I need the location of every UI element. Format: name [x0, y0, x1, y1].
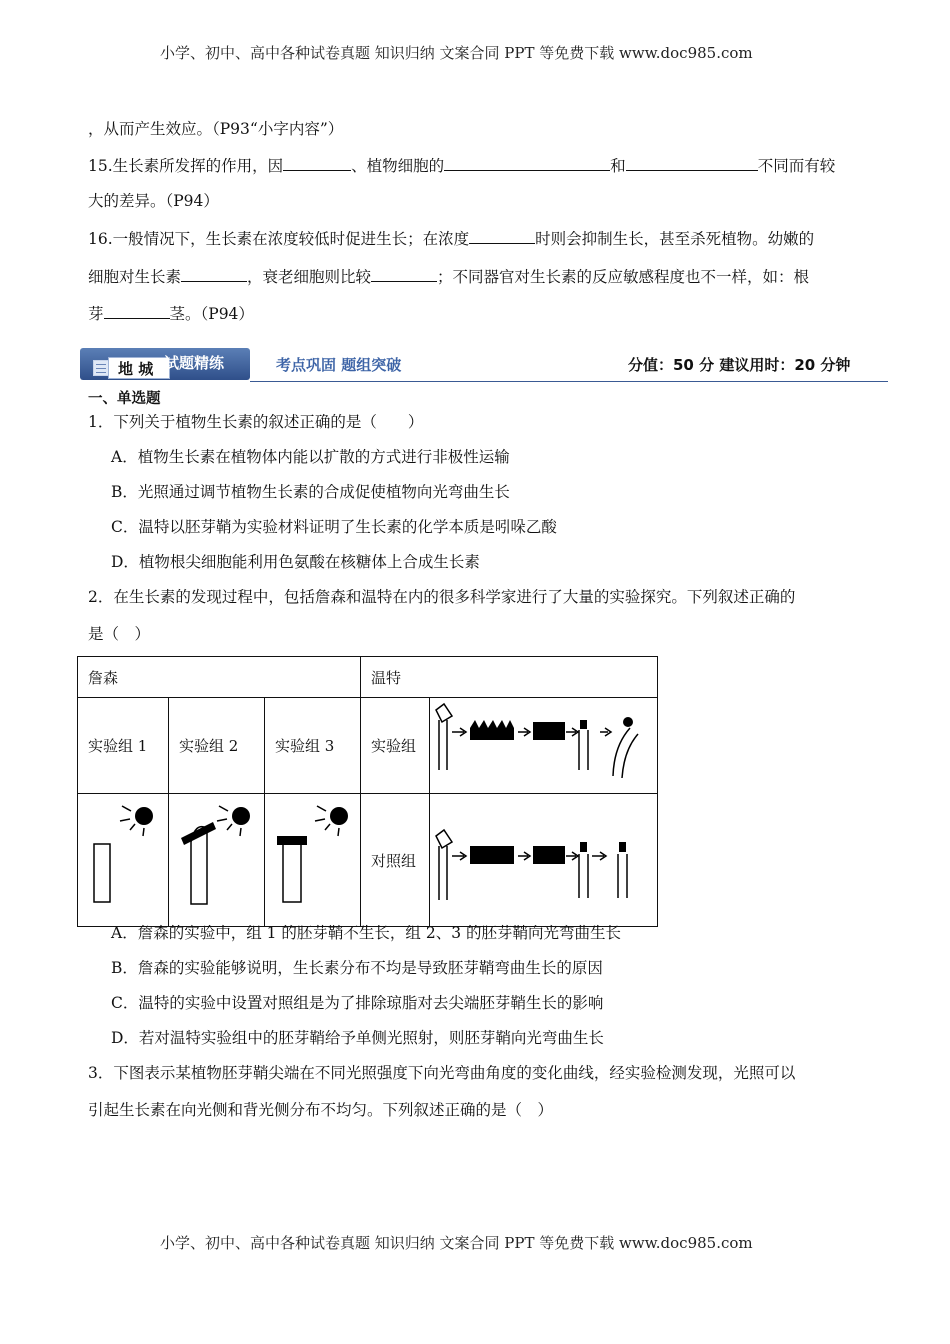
q1-stem: 1．下列关于植物生长素的叙述正确的是（ ） — [88, 413, 424, 431]
q2-option-a: A．詹森的实验中，组 1 的胚芽鞘不生长，组 2、3 的胚芽鞘向光弯曲生长 — [111, 924, 621, 942]
q3-stem-line-2: 引起生长素在向光侧和背光侧分布不均匀。下列叙述正确的是（ ） — [88, 1101, 554, 1119]
question-15-line-1 — [88, 154, 835, 176]
q1-option-b: B．光照通过调节植物生长素的合成促使植物向光弯曲生长 — [111, 483, 510, 501]
q15-blank-1 — [283, 154, 351, 171]
q2-stem-line-1: 2．在生长素的发现过程中，包括詹森和温特在内的很多科学家进行了大量的实验探究。下列叙述正确的 — [88, 588, 796, 606]
banner-score: 分值：50 分 建议用时：20 分钟 — [628, 356, 851, 374]
section-title: 一、单选题 — [88, 391, 161, 407]
question-16-line-3 — [88, 302, 254, 324]
q2-stem-line-2: 是（ ） — [88, 625, 151, 643]
page-header: 小学、初中、高中各种试卷真题 知识归纳 文案合同 PPT 等免费下载 www.doc985.com — [160, 44, 753, 62]
q2-option-c: C．温特的实验中设置对照组是为了排除琼脂对去尖端胚芽鞘生长的影响 — [111, 994, 604, 1012]
q16-blank-3 — [371, 265, 437, 282]
banner-title: 试题精练 — [164, 354, 225, 372]
page-footer: 小学、初中、高中各种试卷真题 知识归纳 文案合同 PPT 等免费下载 www.doc985.com — [160, 1234, 753, 1252]
q15-text-d: 不同而有较 — [757, 157, 836, 175]
q2-option-d: D．若对温特实验组中的胚芽鞘给予单侧光照射，则胚芽鞘向光弯曲生长 — [111, 1029, 604, 1047]
went-experiment-diagram — [430, 698, 657, 789]
q16-text-e: ；不同器官对生长素的反应敏感程度也不一样，如：根 — [437, 268, 810, 286]
banner-list-icon — [93, 360, 109, 376]
banner-subtitle: 考点巩固 题组突破 — [276, 356, 402, 374]
went-control-diagram — [430, 794, 657, 922]
label-experiment-group: 实验组 — [371, 737, 417, 755]
jensen-group-3-diagram — [265, 794, 360, 922]
q16-blank-1 — [469, 227, 535, 244]
q16-text-d: ，衰老细胞则比较 — [247, 268, 372, 286]
q16-blank-2 — [181, 265, 247, 282]
banner-divider — [250, 381, 888, 382]
q16-text-b: 时则会抑制生长，甚至杀死植物。幼嫩的 — [535, 230, 815, 248]
experiment-table — [77, 656, 658, 927]
header-jensen: 詹森 — [88, 668, 119, 687]
banner-tag: 地 城 — [118, 360, 154, 378]
q15-text-b: 、植物细胞的 — [351, 157, 445, 175]
question-15-line-2: 大的差异。（P94） — [88, 192, 219, 210]
jensen-group-2-diagram — [169, 794, 264, 922]
jensen-group-1-diagram — [78, 794, 168, 922]
q16-text-a: 16.一般情况下，生长素在浓度较低时促进生长；在浓度 — [88, 230, 470, 248]
question-16-line-2 — [88, 265, 809, 287]
q2-option-b: B．詹森的实验能够说明，生长素分布不均是导致胚芽鞘弯曲生长的原因 — [111, 959, 603, 977]
q15-text-a: 15.生长素所发挥的作用，因 — [88, 157, 284, 175]
label-group-2: 实验组 2 — [179, 737, 239, 755]
q1-option-c: C．温特以胚芽鞘为实验材料证明了生长素的化学本质是吲哚乙酸 — [111, 518, 557, 536]
label-group-3: 实验组 3 — [275, 737, 335, 755]
q15-blank-2 — [444, 154, 610, 171]
label-control-group: 对照组 — [371, 851, 417, 870]
q15-text-c: 和 — [610, 157, 626, 175]
q15-blank-3 — [626, 154, 758, 171]
q1-option-d: D．植物根尖细胞能利用色氨酸在核糖体上合成生长素 — [111, 553, 480, 571]
fill-in-line-1: ，从而产生效应。（P93“小字内容”） — [88, 120, 344, 138]
q16-text-c: 细胞对生长素 — [88, 268, 182, 286]
q16-blank-4 — [104, 302, 170, 319]
label-group-1: 实验组 1 — [88, 737, 148, 755]
q16-text-g: 茎。（P94） — [169, 305, 254, 323]
q3-stem-line-1: 3．下图表示某植物胚芽鞘尖端在不同光照强度下向光弯曲角度的变化曲线，经实验检测发现，光照可以 — [88, 1064, 796, 1082]
q16-text-f: 芽 — [88, 305, 104, 323]
question-16-line-1 — [88, 227, 814, 249]
q1-option-a: A．植物生长素在植物体内能以扩散的方式进行非极性运输 — [111, 448, 510, 466]
header-went: 温特 — [371, 668, 402, 687]
